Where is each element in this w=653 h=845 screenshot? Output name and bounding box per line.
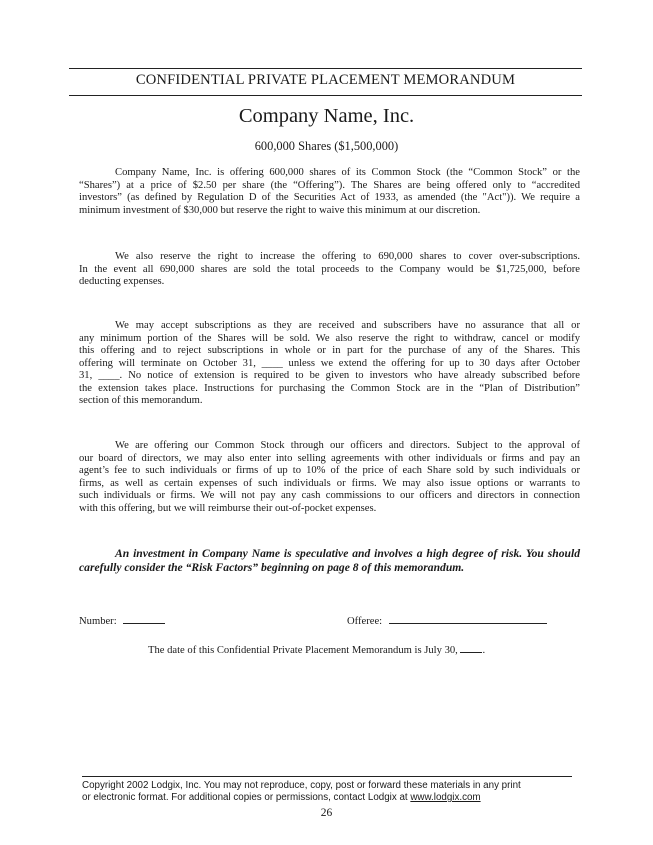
paragraph-line: We may accept subscriptions as they are received and subscribers have no assurance that all or <box>115 320 580 331</box>
risk-statement-line: An investment in Company Name is speculative and involves a high degree of risk. You should <box>115 547 580 560</box>
paragraph-selling-agents <box>79 440 580 515</box>
offeree-label: Offeree: <box>347 616 383 627</box>
paragraph-line: We also reserve the right to increase the offering to 690,000 shares to cover over-subscriptions. <box>115 251 580 262</box>
paragraph-line: We are offering our Common Stock through our officers and directors. Subject to the approval of <box>115 440 580 451</box>
paragraph-line: section of this memorandum. <box>79 395 203 406</box>
offeree-blank <box>389 614 547 624</box>
paragraph-line: such individuals or firms. We will not pay any cash commissions to our officers and directors in connection <box>79 490 580 501</box>
paragraph-line: In the event all 690,000 shares are sold the total proceeds to the Company would be $1,725,000, before <box>79 263 580 275</box>
paragraph-line: our board of directors, we may also enter into selling agreements with other individuals or firms and pay an <box>79 452 580 464</box>
header-top-rule <box>69 68 582 69</box>
paragraph-line: any minimum portion of the Shares will be sold. We also reserve the right to withdraw, cancel or modify <box>79 332 580 344</box>
paragraph-subscriptions <box>79 320 580 408</box>
paragraph-line: agent’s fee to such individuals or firms of up to 10% of the price of each Share sold by such individuals or <box>79 465 580 476</box>
copyright-footer <box>82 780 521 804</box>
paragraph-line: deducting expenses. <box>79 276 165 287</box>
memorandum-date-statement <box>148 643 485 656</box>
footer-line: Copyright 2002 Lodgix, Inc. You may not reproduce, copy, post or forward these materials in any print <box>82 780 521 791</box>
paragraph-line: this offering and to reject subscriptions in whole or in part for the purchase of any of the Shares. This <box>79 345 580 356</box>
paragraph-line: minimum investment of $30,000 but reserve the right to waive this minimum at our discretion. <box>79 204 481 216</box>
paragraph-line: with this offering, but we will reimburse their out-of-pocket expenses. <box>79 502 377 514</box>
company-name: Company Name, Inc. <box>238 105 415 127</box>
paragraph-line: 31, ____. No notice of extension is required to be given to investors who have already subscribed before <box>79 370 580 381</box>
footer-rule <box>82 776 572 777</box>
risk-statement <box>79 547 580 574</box>
paragraph-offering-terms <box>79 167 580 217</box>
paragraph-line: Company Name, Inc. is offering 600,000 shares of its Common Stock (the “Common Stock” or the <box>115 167 580 178</box>
number-field <box>79 614 165 627</box>
paragraph-line: firms, as well as certain expenses of such individuals or firms. We may also issue options or warrants to <box>79 477 580 489</box>
number-blank <box>123 614 165 624</box>
paragraph-line: offering will terminate on October 31, ____ unless we extend the offering for up to 30 days after October <box>79 357 580 369</box>
number-label: Number: <box>79 616 117 627</box>
offering-summary: 600,000 Shares ($1,500,000) <box>254 139 399 153</box>
risk-statement-line: carefully consider the “Risk Factors” beginning on page 8 of this memorandum. <box>79 560 465 574</box>
lodgix-link[interactable]: www.lodgix.com <box>410 792 481 803</box>
paragraph-oversubscription <box>79 251 580 289</box>
footer-line <box>82 792 521 804</box>
header-bottom-rule <box>69 95 582 96</box>
date-statement-text: The date of this Confidential Private Placement Memorandum is July 30, <box>148 645 458 656</box>
paragraph-line: investors” (as defined by Regulation D of the Securities Act of 1933, as amended (the "Act")). We require a <box>79 192 580 203</box>
paragraph-line: the extension takes place. Instructions for purchasing the Common Stock are in the “Plan of Distribution” <box>79 382 580 394</box>
paragraph-line: “Shares”) at a price of $2.50 per share (the “Offering”). The Shares are being offered only to “accredited <box>79 179 580 191</box>
page-number: 26 <box>320 807 333 819</box>
offeree-field <box>347 614 547 627</box>
footer-line-text: or electronic format. For additional copies or permissions, contact Lodgix at <box>82 792 411 803</box>
document-header-title: CONFIDENTIAL PRIVATE PLACEMENT MEMORANDUM <box>135 72 516 88</box>
date-statement-suffix: . <box>482 645 486 656</box>
date-year-blank <box>460 643 482 653</box>
